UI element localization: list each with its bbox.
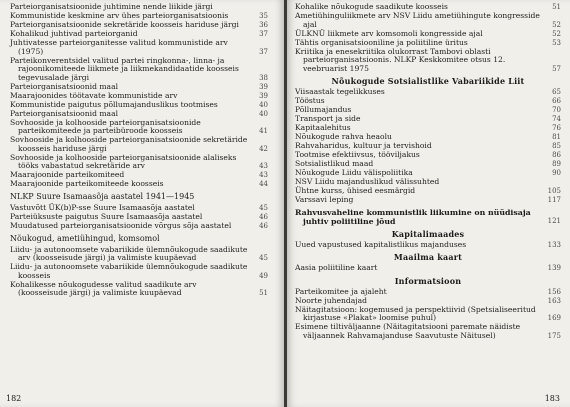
toc-entry[interactable]: [10, 110, 268, 119]
toc-entry[interactable]: [10, 263, 268, 280]
page-ref: 44: [259, 180, 268, 189]
section-heading: Informatsioon: [394, 275, 462, 286]
page-ref: 45: [259, 203, 268, 212]
entry-title: Sovhooside ja kolhooside parteiorganisatsioonide sekretäride koosseis hariduse järgi: [10, 135, 248, 153]
page-ref: 42: [259, 144, 268, 153]
section-heading: Rahvusvaheline kommunistlik liikumine on nüüdisaja juhtiv poliitiline jõud: [295, 207, 531, 226]
page-ref: 52: [552, 20, 561, 29]
entry-title: Viisaastak tegelikkuses: [295, 87, 385, 97]
entry-title: Sovhooside ja kolhooside parteiorganisatsioonide alaliseks tööks vabastatud sekretäride arv: [10, 152, 237, 171]
entry-title: Parteiorganisatsioonid maal: [10, 108, 119, 118]
page-ref: 37: [259, 47, 268, 56]
entry-title: Parteikomitee ja ajaleht: [295, 286, 387, 296]
page-number: 183: [544, 394, 560, 403]
toc-entry[interactable]: [295, 88, 561, 97]
toc-entry[interactable]: [295, 241, 561, 250]
entry-title: Transport ja side: [295, 114, 361, 124]
page-ref: 74: [552, 115, 561, 124]
page-ref: 45: [259, 254, 268, 263]
page-ref: 66: [552, 97, 561, 106]
toc-entry[interactable]: [295, 39, 561, 48]
section-heading: Nõukogude Sotsialistlike Vabariikide Liit: [331, 76, 525, 87]
page-ref: 121: [547, 217, 561, 226]
toc-entry[interactable]: [10, 39, 268, 56]
page-ref: 169: [547, 314, 561, 323]
toc-entry[interactable]: [295, 306, 561, 323]
page-ref: 49: [259, 271, 268, 280]
left-page-contents: [10, 3, 268, 298]
page-ref: 41: [259, 127, 268, 136]
toc-entry[interactable]: [10, 92, 268, 101]
page-ref: 86: [552, 151, 561, 160]
entry-title: Uued vapustused kapitalistlikus majanduses: [295, 239, 467, 249]
entry-title: Liidu- ja autonoomsete vabariikide ülemnõukogude saadikute arv (koosseisude järgi) ja valimiste kuupäevad: [10, 244, 248, 263]
entry-title: Kohalike nõukogude saadikute koosseis: [295, 2, 448, 11]
entry-title: Tähtis organisatsiooniline ja poliitiline üritus: [295, 37, 468, 47]
toc-entry[interactable]: [10, 281, 268, 298]
page-ref: 43: [259, 162, 268, 171]
toc-entry[interactable]: [295, 48, 561, 74]
entry-title: Parteikonverentsidel valitud partei ringkonna-, linna- ja rajoonikomiteede liikmete ja liikmekandidaatide koosseis tegevusalade järgi: [10, 55, 239, 82]
entry-title: Varssavi leping: [295, 195, 354, 205]
entry-title: Sotsialistlikud maad: [295, 159, 374, 169]
entry-title: Parteiorganisatsioonid maal: [10, 81, 119, 91]
right-page-contents: [295, 3, 561, 341]
entry-title: Ametiühinguliikmete arv NSV Liidu ametiühingute kongresside ajal: [295, 10, 540, 29]
page-ref: 40: [259, 109, 268, 118]
entry-title: NSV Liidu majanduslikud välissuhted: [295, 177, 440, 187]
toc-entry[interactable]: [10, 57, 268, 83]
toc-entry[interactable]: [295, 323, 561, 340]
page-ref: 39: [259, 91, 268, 100]
page-ref: 35: [259, 11, 268, 20]
toc-entry[interactable]: [10, 246, 268, 263]
entry-title: Parteiorganisatsioonide juhtimine nende liikide järgi: [10, 2, 213, 11]
entry-title: Kommunistide keskmine arv ühes parteiorganisatsioonis: [10, 10, 229, 20]
page-ref: 163: [547, 296, 561, 305]
entry-title: Tootmise efektiivsus, tööviljakus: [295, 150, 420, 160]
entry-title: Maarajoonide parteikomiteed: [10, 170, 125, 180]
page-ref: 90: [552, 169, 561, 178]
entry-title: Ühtne kurss, ühised eesmärgid: [295, 186, 416, 196]
page-ref: 70: [552, 106, 561, 115]
page-number: 182: [6, 394, 22, 403]
toc-entry[interactable]: [10, 101, 268, 110]
page-ref: 37: [259, 29, 268, 38]
entry-title: Vastuvõtt ÜK(b)P-sse Suure Isamaasõja aastatel: [10, 202, 195, 212]
entry-title: Tööstus: [295, 96, 325, 106]
entry-title: Parteiüksuste paigutus Suure Isamaasõja aastatel: [10, 211, 203, 221]
page-ref: 51: [259, 289, 268, 298]
toc-entry[interactable]: [295, 196, 561, 205]
entry-title: Esimene tiltiväljaanne (Näitagitatsiooni paremate näidiste väljaannek Rahvamajanduse Saavutuste Näitusel): [295, 322, 521, 341]
page-ref: 175: [547, 332, 561, 341]
page-ref: 57: [552, 64, 561, 73]
page-ref: 52: [552, 29, 561, 38]
page-ref: 76: [552, 124, 561, 133]
toc-entry[interactable]: [10, 222, 268, 231]
page-ref: 117: [547, 196, 561, 205]
entry-title: Nõukogude Liidu välispoliitika: [295, 168, 413, 178]
page-ref: 46: [259, 212, 268, 221]
entry-title: ÜLKNÜ liikmete arv komsomoli kongresside ajal: [295, 28, 483, 38]
page-ref: 40: [259, 100, 268, 109]
page-ref: 81: [552, 133, 561, 142]
entry-title: Sovhooside ja kolhooside parteiorganisatsioonide parteikomiteede ja parteibüroode koosseis: [10, 117, 201, 136]
toc-entry[interactable]: [295, 264, 561, 273]
toc-entry[interactable]: [295, 208, 561, 226]
page-ref: 36: [259, 20, 268, 29]
entry-title: Kriitika ja enesekriitika olukorrast Tambovi oblasti parteiorganisatsioonis. NLKP Keskkomitee otsus 12. veebruarist 1975: [295, 46, 506, 73]
entry-title: Maarajoonide parteikomiteede koosseis: [10, 179, 164, 189]
section-heading: Nõukogud, ametiühingud, komsomol: [10, 233, 160, 243]
entry-title: Rahvaharidus, kultuur ja tervishoid: [295, 141, 432, 151]
entry-title: Kohalikesse nõukogudesse valitud saadikute arv (koosseisude järgi) ja valimiste kuupäevad: [10, 279, 197, 298]
entry-title: Parteiorganisatsioonide sekretäride koosseis hariduse järgi: [10, 19, 239, 29]
entry-title: Näitagitatsioon: kogemused ja perspektiivid (Spetsialiseeritud kirjastuse «Plakat» loomise puhul): [295, 304, 536, 323]
page-ref: 105: [547, 187, 561, 196]
toc-entry[interactable]: [10, 136, 268, 153]
entry-title: Kohalikud juhtivad parteiorganid: [10, 28, 138, 38]
left-page: [0, 0, 284, 407]
page-ref: 89: [552, 160, 561, 169]
section-heading: Kapitalimaades: [391, 228, 465, 239]
section-heading: NLKP Suure Isamaasõja aastatel 1941—1945: [10, 191, 195, 201]
page-ref: 53: [552, 38, 561, 47]
entry-title: Põllumajandus: [295, 105, 352, 115]
page-ref: 85: [552, 142, 561, 151]
entry-title: Muudatused parteiorganisatsioonide võrgus sõja aastatel: [10, 220, 232, 230]
right-page: [287, 0, 570, 407]
page-ref: 51: [552, 3, 561, 11]
toc-entry[interactable]: [295, 12, 561, 29]
toc-entry[interactable]: [10, 154, 268, 171]
toc-entry[interactable]: [10, 180, 268, 189]
toc-entry[interactable]: [295, 30, 561, 39]
toc-entry[interactable]: [10, 83, 268, 92]
entry-title: Kapitaalehitus: [295, 123, 351, 133]
entry-title: Nõukogude rahva heaolu: [295, 132, 392, 142]
entry-title: Kommunistide paigutus põllumajanduslikus tootmises: [10, 99, 218, 109]
page-ref: 39: [259, 82, 268, 91]
entry-title: Maarajoonides töötavate kommunistide arv: [10, 90, 178, 100]
page-ref: 139: [547, 264, 561, 273]
page-ref: 38: [259, 73, 268, 82]
page-ref: 156: [547, 287, 561, 296]
entry-title: Noorte juhendajad: [295, 295, 368, 305]
toc-entry[interactable]: [10, 119, 268, 136]
page-ref: 43: [259, 171, 268, 180]
page-ref: 133: [547, 240, 561, 249]
entry-title: Juhtivatesse parteiorganitesse valitud kommunistide arv (1975): [10, 37, 228, 56]
section-heading: Maailma kaart: [393, 252, 463, 263]
page-ref: 46: [259, 221, 268, 230]
page-ref: 65: [552, 88, 561, 97]
entry-title: Aasia poliitiline kaart: [295, 263, 378, 273]
entry-title: Liidu- ja autonoomsete vabariikide ülemnõukogude saadikute koosseis: [10, 262, 248, 280]
